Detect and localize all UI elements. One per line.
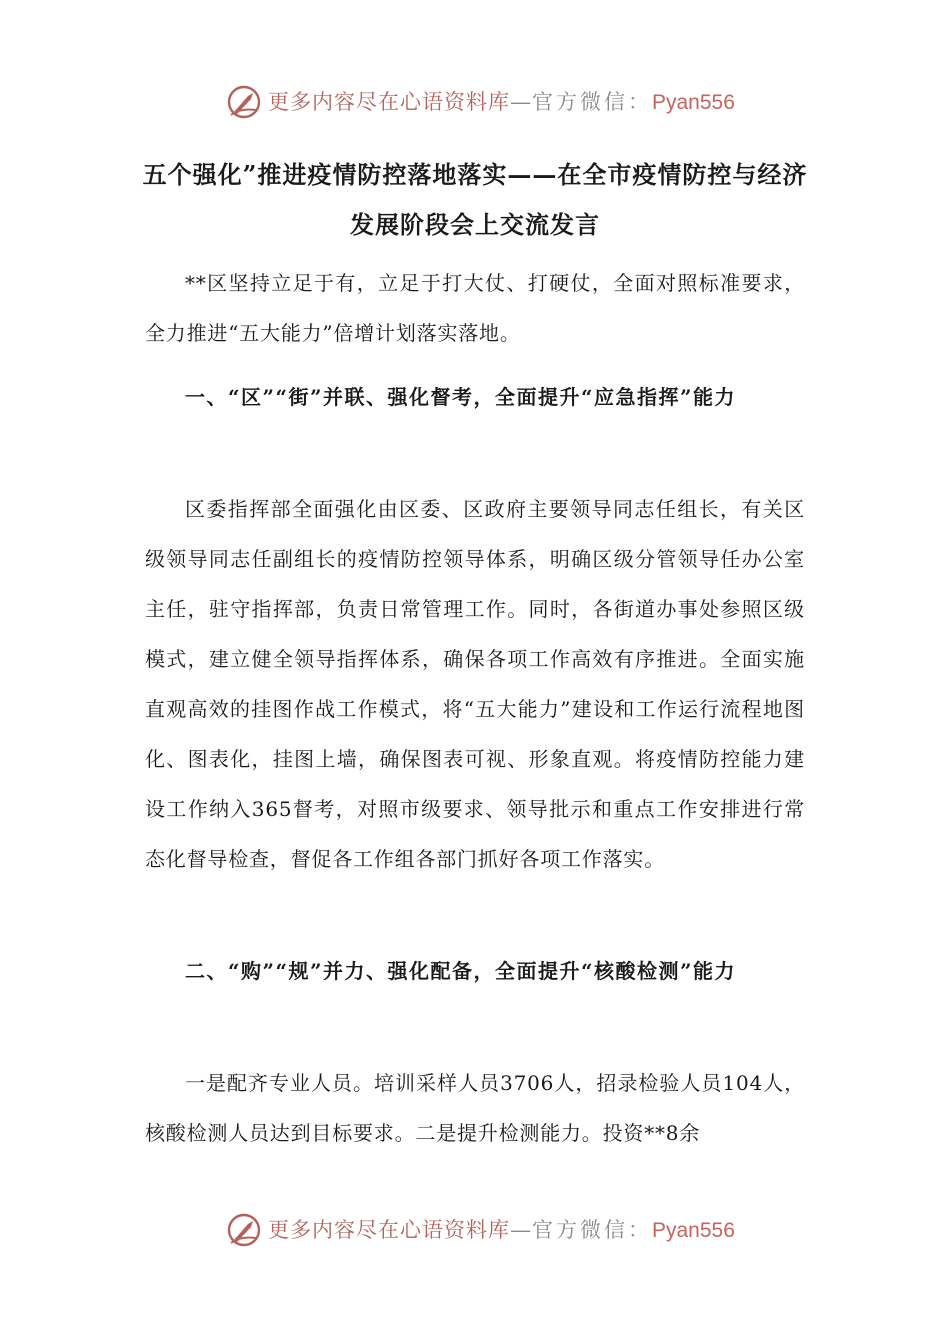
section-2-body-block xyxy=(145,1058,805,1158)
banner-dash: — xyxy=(510,1218,532,1242)
banner-wechat-id: Pyan556 xyxy=(652,1219,735,1242)
section-1-heading-block xyxy=(145,372,805,422)
banner-main-text: 更多内容尽在心语资料库 xyxy=(268,90,510,114)
banner-text xyxy=(268,1216,735,1245)
footer-watermark-banner xyxy=(0,1210,950,1250)
section-2-paragraph: 一是配齐专业人员。培训采样人员3706人，招录检验人员104人，核酸检测人员达到目标要求。二是提升检测能力。投资**8余 xyxy=(145,1071,805,1145)
banner-wechat-label: 官方微信： xyxy=(532,1218,652,1242)
banner-wechat-label: 官方微信： xyxy=(532,90,652,114)
pen-nib-logo-icon xyxy=(226,84,262,120)
banner-main-text: 更多内容尽在心语资料库 xyxy=(268,1218,510,1242)
intro-block xyxy=(145,258,805,358)
header-watermark-banner xyxy=(0,82,950,122)
section-2-heading-block xyxy=(145,946,805,996)
document-title: 五个强化”推进疫情防控落地落实——在全市疫情防控与经济发展阶段会上交流发言 xyxy=(142,160,808,239)
section-1-body-block xyxy=(145,484,805,884)
section-1-heading: 一、“区”“街”并联、强化督考，全面提升“应急指挥”能力 xyxy=(185,385,737,409)
section-1-paragraph: 区委指挥部全面强化由区委、区政府主要领导同志任组长，有关区级领导同志任副组长的疫情防控领导体系，明确区级分管领导任办公室主任，驻守指挥部，负责日常管理工作。同时，各街道办事处参照区级模式，建立健全领导指挥体系，确保各项工作高效有序推进。全面实施直观高效的挂图作战工作模式，将“五大能力”建设和工作运行流程地图化、图表化，挂图上墙，确保图表可视、形象直观。将疫情防控能力建设工作纳入365督考，对照市级要求、领导批示和重点工作安排进行常态化督导检查，督促各工作组各部门抓好各项工作落实。 xyxy=(145,497,805,871)
banner-text xyxy=(268,88,735,117)
banner-wechat-id: Pyan556 xyxy=(652,91,735,114)
section-2-heading: 二、“购”“规”并力、强化配备，全面提升“核酸检测”能力 xyxy=(185,959,737,983)
banner-dash: — xyxy=(510,90,532,114)
intro-paragraph: **区坚持立足于有，立足于打大仗、打硬仗，全面对照标准要求，全力推进“五大能力”倍增计划落实落地。 xyxy=(145,271,805,345)
pen-nib-logo-icon xyxy=(226,1212,262,1248)
